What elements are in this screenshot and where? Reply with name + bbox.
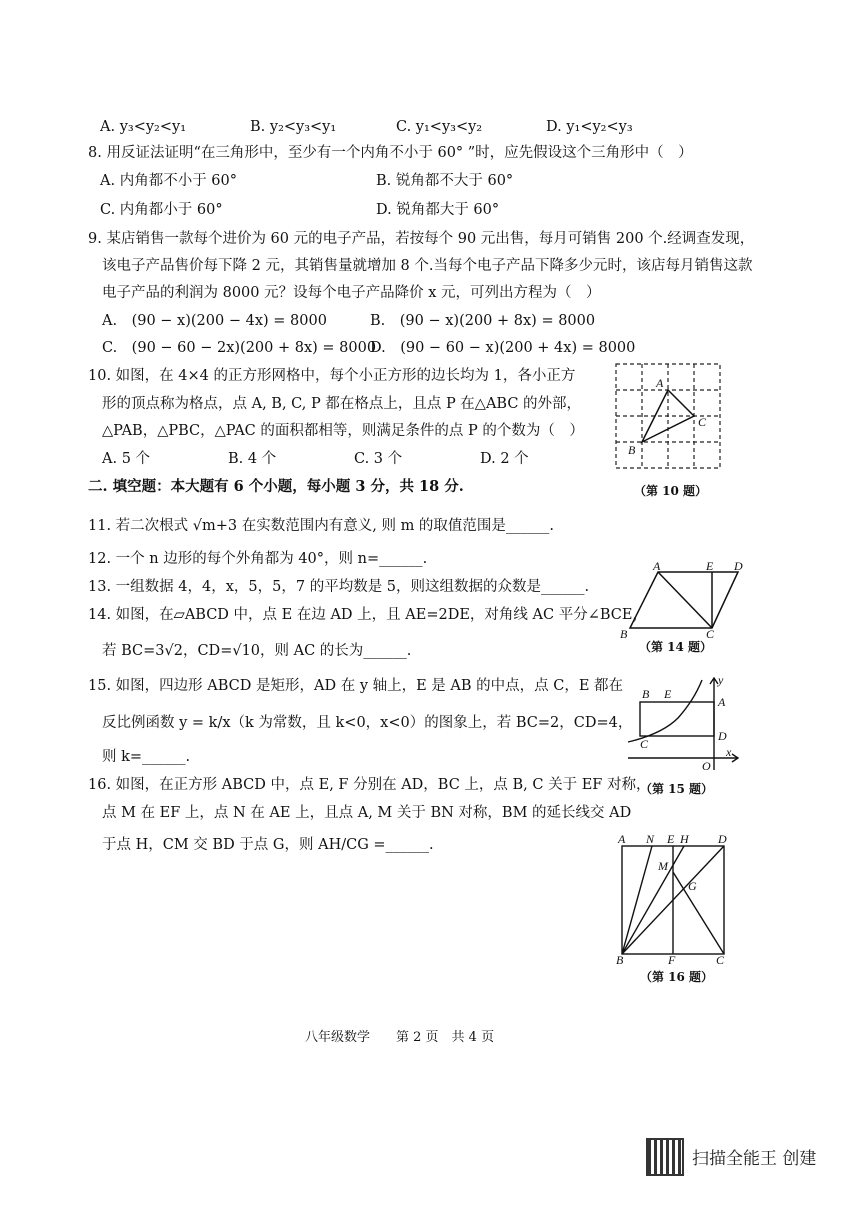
q9-options-row2 (102, 338, 635, 358)
figure-14-parallelogram (618, 558, 752, 640)
q13: 13. 一组数据 4，4，x，5，5，7 的平均数是 5，则这组数据的众数是______. (88, 579, 590, 595)
q16-line-1: 16. 如图，在正方形 ABCD 中，点 E, F 分别在 AD，BC 上，点 B, C 关于 EF 对称， (88, 777, 651, 793)
q7-option-c: C. y₁<y₃<y₂ (396, 119, 483, 135)
q14-line-1: 14. 如图，在▱ABCD 中，点 E 在边 AD 上，且 AE=2DE，对角线 AC 平分∠BCE， (88, 607, 647, 623)
fig16-label-h: H (680, 832, 689, 846)
q8-option-a: A. 内角都不小于 60° (100, 173, 237, 189)
fig14-label-e: E (706, 559, 714, 573)
q15-line-3: 则 k=______. (102, 749, 191, 765)
q9-option-a: A. (90 − x)(200 − 4x) = 8000 (102, 313, 327, 329)
q16-line-2: 点 M 在 EF 上，点 N 在 AE 上，且点 A, M 关于 BN 对称，BM 的延长线交 AD (102, 805, 632, 821)
fig14-label-b: B (620, 627, 628, 640)
fig16-label-f: F (668, 953, 676, 966)
q8-option-d: D. 锐角都大于 60° (376, 202, 500, 218)
q9-option-b: B. (90 − x)(200 + 8x) = 8000 (370, 313, 596, 329)
q8-options-row2 (100, 200, 499, 220)
section-2-heading: 二. 填空题：本大题有 6 个小题，每小题 3 分，共 18 分. (88, 478, 464, 495)
fig10-label-a: A (656, 376, 664, 390)
figure-15-graph (622, 672, 746, 776)
fig14-label-a: A (653, 559, 661, 573)
fig16-label-a: A (618, 832, 626, 846)
figure-10-grid (606, 356, 728, 476)
q9-line-1: 9. 某店销售一款每个进价为 60 元的电子产品，若按每个 90 元出售，每月可销售 200 个.经调查发现， (88, 231, 755, 247)
page-footer: 八年级数学 第 2 页 共 4 页 (305, 1030, 495, 1045)
fig14-label-c: C (706, 627, 715, 640)
q7-option-b: B. y₂<y₃<y₁ (250, 119, 337, 135)
q7-option-a: A. y₃<y₂<y₁ (100, 119, 187, 135)
q8-stem: 8. 用反证法证明“在三角形中，至少有一个内角不小于 60° ”时，应先假设这个三角形中（ ） (88, 145, 693, 161)
q9-option-d: D. (90 − 60 − x)(200 + 4x) = 8000 (370, 340, 636, 356)
q10-line-2: 形的顶点称为格点，点 A, B, C, P 都在格点上，且点 P 在△ABC 的外部， (102, 396, 582, 412)
figure-16-square (612, 832, 734, 966)
q15-line-2: 反比例函数 y = k/x（k 为常数，且 k<0，x<0）的图象上，若 BC=2，CD=4， (102, 715, 633, 731)
fig15-label-b: B (642, 687, 650, 701)
q11: 11. 若二次根式 √m+3 在实数范围内有意义, 则 m 的取值范围是______. (88, 518, 555, 534)
figure-10-caption: （第 10 题） (634, 484, 708, 498)
fig16-label-d: D (718, 832, 727, 846)
fig15-label-o: O (702, 759, 711, 773)
q7-option-d: D. y₁<y₂<y₃ (546, 119, 633, 135)
q16-line-3: 于点 H，CM 交 BD 于点 G，则 AH/CG =______. (102, 837, 434, 853)
fig15-label-x: x (726, 745, 732, 759)
figure-16-caption: （第 16 题） (640, 970, 714, 984)
q15-line-1: 15. 如图，四边形 ABCD 是矩形，AD 在 y 轴上，E 是 AB 的中点，点 C，E 都在 (88, 678, 624, 694)
q10-options (102, 449, 529, 469)
fig16-label-n: N (646, 832, 655, 846)
scanner-stamp: 扫描全能王 创建 (692, 1149, 817, 1169)
q10-line-1: 10. 如图，在 4×4 的正方形网格中，每个小正方形的边长均为 1，各小正方 (88, 368, 576, 384)
q10-option-b: B. 4 个 (228, 451, 277, 467)
fig15-label-d: D (718, 729, 727, 743)
q8-option-c: C. 内角都小于 60° (100, 202, 223, 218)
q8-options-row1 (100, 171, 513, 191)
q12: 12. 一个 n 边形的每个外角都为 40°，则 n=______. (88, 551, 428, 567)
q10-line-3: △PAB，△PBC，△PAC 的面积都相等，则满足条件的点 P 的个数为（ ） (102, 423, 584, 439)
fig16-label-m: M (658, 859, 668, 873)
q7-options (100, 117, 633, 137)
q9-option-c: C. (90 − 60 − 2x)(200 + 8x) = 8000 (102, 340, 377, 356)
fig16-label-e: E (667, 832, 675, 846)
fig14-label-d: D (734, 559, 743, 573)
fig16-label-g: G (688, 879, 697, 893)
q14-line-2: 若 BC=3√2，CD=√10，则 AC 的长为______. (102, 643, 412, 659)
q10-option-c: C. 3 个 (354, 451, 403, 467)
fig15-label-e: E (664, 687, 672, 701)
q9-options-row1 (102, 311, 595, 331)
q10-option-d: D. 2 个 (480, 451, 529, 467)
q9-line-2: 该电子产品售价每下降 2 元，其销售量就增加 8 个.当每个电子产品下降多少元时，该店每月销售这款 (102, 258, 753, 274)
q8-option-b: B. 锐角都不大于 60° (376, 173, 514, 189)
qr-code-icon (646, 1138, 684, 1176)
fig16-label-b: B (616, 953, 624, 966)
fig10-label-b: B (628, 443, 636, 457)
fig10-label-c: C (698, 415, 707, 429)
q10-option-a: A. 5 个 (102, 451, 151, 467)
fig15-label-c: C (640, 737, 649, 751)
figure-14-caption: （第 14 题） (639, 640, 713, 654)
figure-15-caption: （第 15 题） (640, 782, 714, 796)
fig15-label-y: y (718, 673, 724, 687)
q9-line-3: 电子产品的利润为 8000 元？设每个电子产品降价 x 元，可列出方程为（ ） (102, 285, 601, 301)
fig16-label-c: C (716, 953, 725, 966)
fig15-label-a: A (718, 695, 726, 709)
